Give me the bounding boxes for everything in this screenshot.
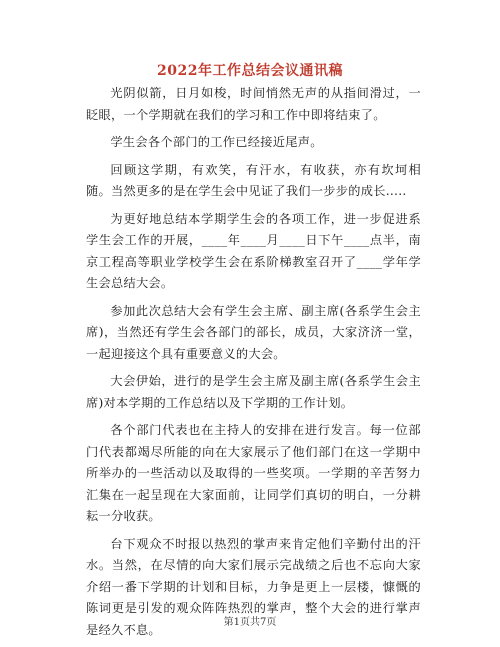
page-number-footer: 第1页共7页	[223, 617, 277, 628]
paragraph-2: 学生会各个部门的工作已经接近尾声。	[110, 135, 323, 149]
document-body	[86, 83, 421, 647]
document-title: 2022年工作总结会议通讯稿	[157, 63, 343, 79]
paragraph-8: 台下观众不时报以热烈的掌声来肯定他们辛勤付出的汗水。当然，在尽情的向大家们展示完战绩之后也不忘向大家介绍一番下学期的计划和目标，力争是更上一层楼，慷慨的陈词更是引发的观众阵阵热烈的掌声，整个大会的进行掌声是经久不息。	[86, 536, 421, 637]
paragraph-7: 各个部门代表也在主持人的安排在进行发言。每一位部门代表都竭尽所能的向在大家展示了他们部门在这一学期中所举办的一些活动以及取得的一些奖项。一学期的辛苦努力汇集在一起呈现在大家面前，让同学们真切的明白，一分耕耘一分收获。	[86, 423, 421, 523]
paragraph-1: 光阴似箭，日月如梭，时间悄然无声的从指间滑过，一眨眼，一个学期就在我们的学习和工作中即将结束了。	[86, 86, 421, 122]
paragraph-6: 大会伊始，进行的是学生会主席及副主席(各系学生会主席)对本学期的工作总结以及下学期的工作计划。	[86, 374, 421, 410]
paragraph-3: 回顾这学期，有欢笑，有汗水，有收获，亦有坎坷相随。当然更多的是在学生会中见证了我们一步步的成长.....	[86, 162, 421, 198]
paragraph-5: 参加此次总结大会有学生会主席、副主席(各系学生会主席)，当然还有学生会各部门的部长，成员，大家济济一堂，一起迎接这个具有重要意义的大会。	[86, 303, 421, 361]
paragraph-4: 为更好地总结本学期学生会的各项工作，进一步促进系学生会工作的开展，____年____月____日下午____点半，南京工程高等职业学校学生会在系阶梯教室召开了____学年学生会总结大会。	[86, 211, 421, 290]
